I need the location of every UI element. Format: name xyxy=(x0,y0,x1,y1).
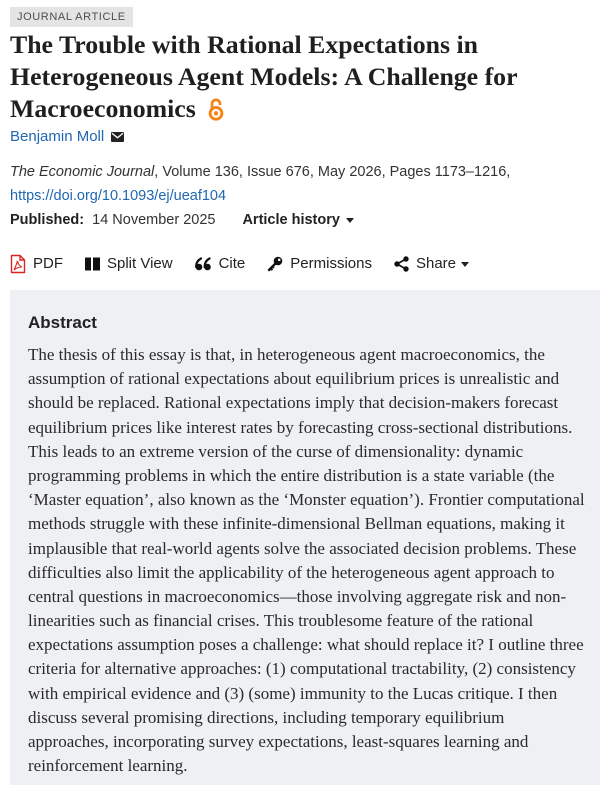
author-list xyxy=(10,127,124,147)
abstract-line: discuss several promising directions, including temporary equilibrium xyxy=(28,707,505,727)
abstract-line: programming problems in which the entire distribution is a state variable (the xyxy=(28,465,555,485)
pdf-button-label: PDF xyxy=(33,255,63,272)
abstract-line: equilibrium prices like interest rates by forecasting cross-sectional distributions. xyxy=(28,417,573,437)
article-toolbar xyxy=(10,254,491,274)
caret-down-icon xyxy=(346,218,354,223)
abstract-line: difficulties also limit the applicability of the heterogeneous agent approach to xyxy=(28,562,555,582)
split-view-button[interactable] xyxy=(85,254,173,274)
published-label: Published: xyxy=(10,212,85,228)
abstract-line: reinforcement learning. xyxy=(28,756,188,776)
abstract-line: assumption of rational expectations about equilibrium prices is unrealistic and xyxy=(28,369,560,389)
cite-button-label: Cite xyxy=(218,255,246,272)
key-icon xyxy=(267,256,283,272)
permissions-button-label: Permissions xyxy=(290,255,372,272)
article-history-toggle[interactable] xyxy=(242,210,354,230)
abstract-line: with empirical evidence and (3) (some) immunity to the Lucas critique. I then xyxy=(28,683,558,703)
abstract-line: criteria for alternative approaches: (1) computational tractability, (2) consistency xyxy=(28,659,576,679)
author-link[interactable]: Benjamin Moll xyxy=(10,128,105,145)
doi-link[interactable]: https://doi.org/10.1093/ej/ueaf104 xyxy=(10,188,227,204)
article-type-badge: JOURNAL ARTICLE xyxy=(10,7,133,27)
open-access-icon xyxy=(207,97,225,121)
quote-icon xyxy=(195,257,212,271)
article-history-label: Article history xyxy=(242,212,340,228)
abstract-line: methods struggle with these infinite-dimensional Bellman equations, making it xyxy=(28,514,565,534)
abstract-line: approaches, incorporating survey expectations, least-squares learning and xyxy=(28,732,529,751)
citation-line xyxy=(10,162,510,182)
publication-info xyxy=(10,210,354,230)
citation-details: , Volume 136, Issue 676, May 2026, Pages 1173–1216, xyxy=(154,164,511,180)
share-button-label: Share xyxy=(415,255,456,272)
abstract-line: linearities such as financial crises. This troublesome feature of the rational xyxy=(28,611,534,631)
published-date: 14 November 2025 xyxy=(92,212,216,228)
split-view-button-label: Split View xyxy=(107,255,173,272)
abstract-line: should be replaced. Rational expectations imply that decision-makers forecast xyxy=(28,393,559,413)
pdf-icon xyxy=(10,254,26,274)
abstract-heading: Abstract xyxy=(28,313,97,332)
article-title xyxy=(10,29,570,125)
article-title-text: The Trouble with Rational Expectations in Heterogeneous Agent Models: A Challenge for Macroeconomics xyxy=(10,30,518,123)
abstract-line: The thesis of this essay is that, in heterogeneous agent macroeconomics, the xyxy=(28,345,545,364)
caret-down-icon xyxy=(461,262,469,267)
abstract-line: central questions in macroeconomics—those involving aggregate risk and non- xyxy=(28,586,567,606)
envelope-icon[interactable] xyxy=(111,132,124,142)
share-icon xyxy=(394,256,409,272)
abstract-line: This leads to an extreme version of the curse of dimensionality: dynamic xyxy=(28,441,524,461)
permissions-button[interactable] xyxy=(267,254,372,274)
split-view-icon xyxy=(85,257,100,271)
cite-button[interactable] xyxy=(195,254,246,274)
abstract-line: expectations assumption poses a challenge: what should replace it? I outline three xyxy=(28,635,584,655)
abstract-line: implausible that real-world agents solve the associated decision problems. These xyxy=(28,538,577,558)
share-button[interactable] xyxy=(394,254,469,274)
journal-name: The Economic Journal xyxy=(10,164,155,180)
abstract-line: ‘Master equation’, also known as the ‘Monster equation’). Frontier computational xyxy=(28,490,585,510)
abstract-text xyxy=(28,343,585,778)
abstract-section xyxy=(10,290,600,785)
pdf-button[interactable] xyxy=(10,254,63,274)
